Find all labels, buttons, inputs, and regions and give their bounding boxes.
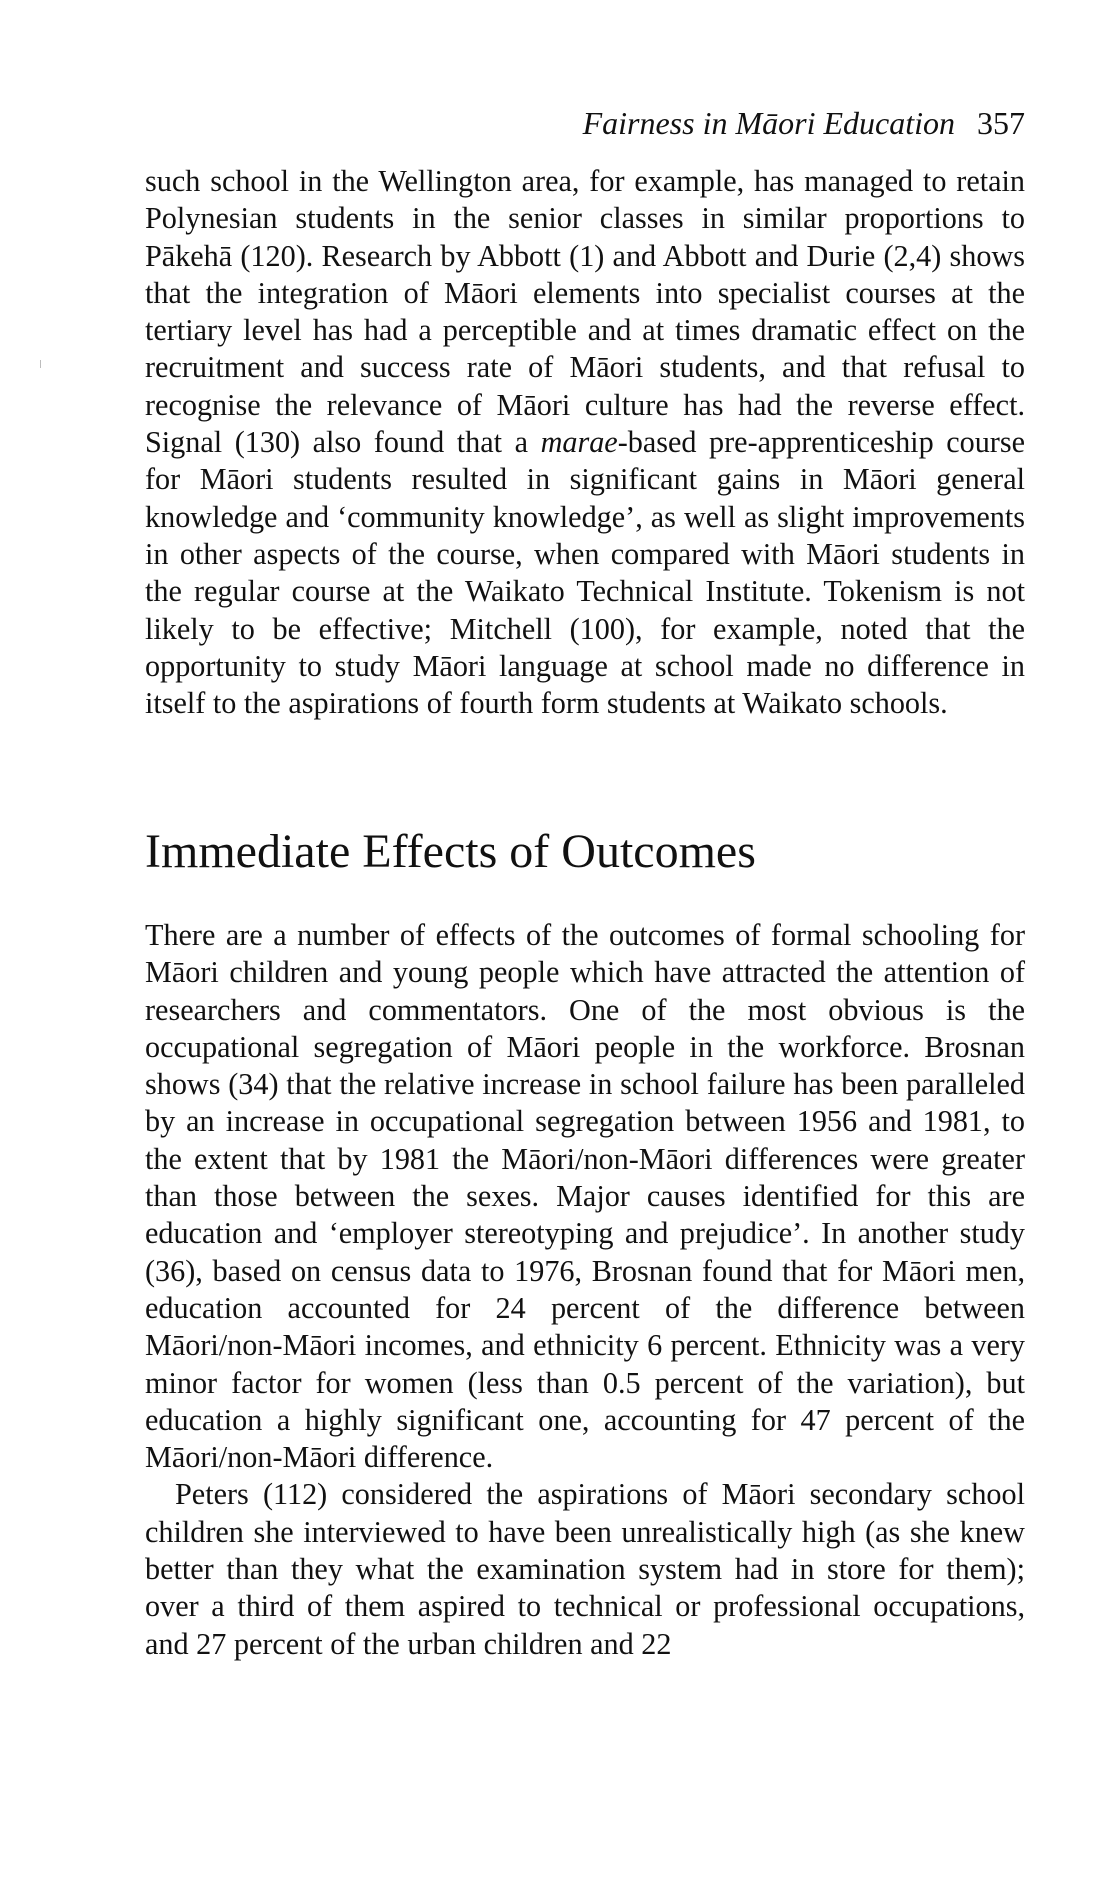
page-number: 357 bbox=[977, 105, 1025, 141]
section-paragraph-1: There are a number of effects of the outcomes of formal schooling for Māori children and young people which have attracted the attention of researchers and commentators. One of the most obvious is the occupational segregation of Māori people in the workforce. Brosnan shows (34) that the relative increase in school failure has been paralleled by an increase in occupational segregation between 1956 and 1981, to the extent that by 1981 the Māori/non-Māori differences were greater than those between the sexes. Major causes identified for this are education and ‘employer stereotyping and prejudice’. In another study (36), based on census data to 1976, Brosnan found that for Māori men, education accounted for 24 percent of the difference between Māori/non-Māori incomes, and ethnicity 6 percent. Ethnicity was a very minor factor for women (less than 0.5 percent of the variation), but education a highly significant one, accounting for 47 percent of the Māori/non-Māori difference. bbox=[145, 918, 1025, 1475]
margin-mark bbox=[40, 360, 41, 368]
paragraph-text-part-1: such school in the Wellington area, for example, has managed to retain Polynesian students in the senior classes in similar proportions to Pākehā (120). Research by Abbott (1) and Abbott and Durie (2,4) shows that the integration of Māori elements into specialist courses at the tertiary level has had a perceptible and at times dramatic effect on the recruitment and success rate of Māori students, and that refusal to recognise the relevance of Māori culture has had the reverse effect. Signal (130) also found that a bbox=[145, 164, 1025, 460]
italic-term-marae: marae bbox=[540, 425, 618, 460]
running-head bbox=[145, 101, 1025, 145]
section-heading: Immediate Effects of Outcomes bbox=[145, 825, 756, 878]
continued-text-block bbox=[145, 163, 1025, 722]
running-head-title: Fairness in Māori Education bbox=[582, 105, 955, 141]
continued-paragraph bbox=[145, 163, 1025, 722]
paragraph-text-part-2: -based pre-apprenticeship course for Māori students resulted in significant gains in Māori general knowledge and ‘community knowledge’, as well as slight improvements in other aspects of the course, when compared with Māori students in the regular course at the Waikato Technical Institute. Tokenism is not likely to be effective; Mitchell (100), for example, noted that the opportunity to study Māori language at school made no difference in itself to the aspirations of fourth form students at Waikato schools. bbox=[145, 425, 1025, 721]
section-paragraph-2: Peters (112) considered the aspirations of Māori secondary school children she interviewed to have been unrealistically high (as she knew better than they what the examination system had in store for them); over a third of them aspired to technical or professional occupations, and 27 percent of the urban children and 22 bbox=[145, 1477, 1025, 1661]
section-text-block bbox=[145, 917, 1025, 1663]
